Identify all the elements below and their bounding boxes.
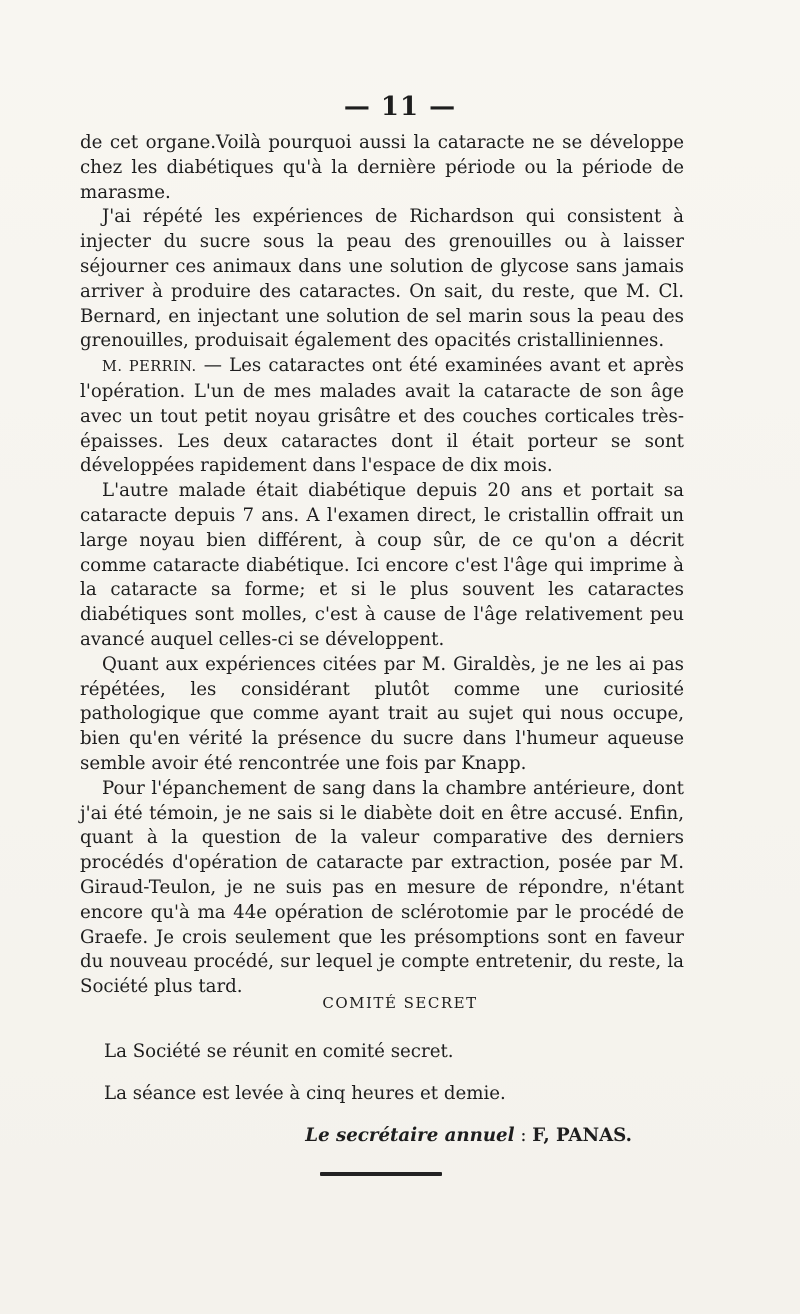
body-text	[80, 131, 684, 1000]
end-rule	[320, 1172, 442, 1176]
paragraph-4: L'autre malade était diabétique depuis 20 ans et portait sa cataracte depuis 7 ans. A l'examen direct, le cristallin offrait un large noyau bien différent, à coup sûr, de ce qu'on a décrit comme cataracte diabétique. Ici encore c'est l'âge qui imprime à la cataracte sa forme; et si le plus souvent les cataractes diabétiques sont molles, c'est à cause de l'âge relativement peu avancé auquel celles-ci se développent.	[80, 480, 684, 650]
signature	[305, 1124, 632, 1148]
signature-name: F, PANAS.	[532, 1125, 632, 1146]
speaker-text: — Les cataractes ont été examinées avant et après l'opération. L'un de mes malades avait la cataracte de son âge avec un tout petit noyau grisâtre et des couches corticales très-épaisses. Les deux cataractes dont il était porteur se sont développées rapidement dans l'espace de dix mois.	[80, 355, 684, 477]
paragraph-5: Quant aux expériences citées par M. Giraldès, je ne les ai pas répétées, les considérant plutôt comme une curiosité pathologique que comme ayant trait au sujet qui nous occupe, bien qu'en vérité la présence du sucre dans l'humeur aqueuse semble avoir été rencontrée une fois par Knapp.	[80, 653, 684, 774]
closing-line-1: La Société se réunit en comité secret.	[104, 1041, 454, 1062]
paragraph-2: J'ai répété les expériences de Richardson qui consistent à injecter du sucre sous la peau des grenouilles ou à laisser séjourner ces animaux dans une solution de glycose sans jamais arriver à produire des cataractes. On sait, du reste, que M. Cl. Bernard, en injectant une solution de sel marin sous la peau des grenouilles, produisait également des opacités cristalliniennes.	[80, 206, 684, 352]
paragraph-1: de cet organe.Voilà pourquoi aussi la cataracte ne se développe chez les diabétiques qu'à la dernière période ou la période de marasme.	[80, 132, 684, 203]
signature-role: Le secrétaire annuel	[305, 1125, 515, 1146]
paragraph-6: Pour l'épanchement de sang dans la chambre antérieure, dont j'ai été témoin, je ne sais si le diabète doit en être accusé. Enfin, quant à la question de la valeur comparative des derniers procédés d'opération de cataracte par extraction, posée par M. Giraud-Teulon, je ne suis pas en mesure de répondre, n'étant encore qu'à ma 44e opération de sclérotomie par le procédé de Graefe. Je crois seulement que les présomptions sont en faveur du nouveau procédé, sur lequel je compte entretenir, du reste, la Société plus tard.	[80, 777, 684, 998]
speaker-name: M. PERRIN.	[102, 359, 197, 376]
signature-separator: :	[514, 1125, 533, 1146]
closing-line-2: La séance est levée à cinq heures et demie.	[104, 1083, 506, 1104]
paragraph-3	[80, 354, 684, 479]
page-number: — 11 —	[343, 92, 457, 122]
section-title: COMITÉ SECRET	[322, 994, 478, 1012]
